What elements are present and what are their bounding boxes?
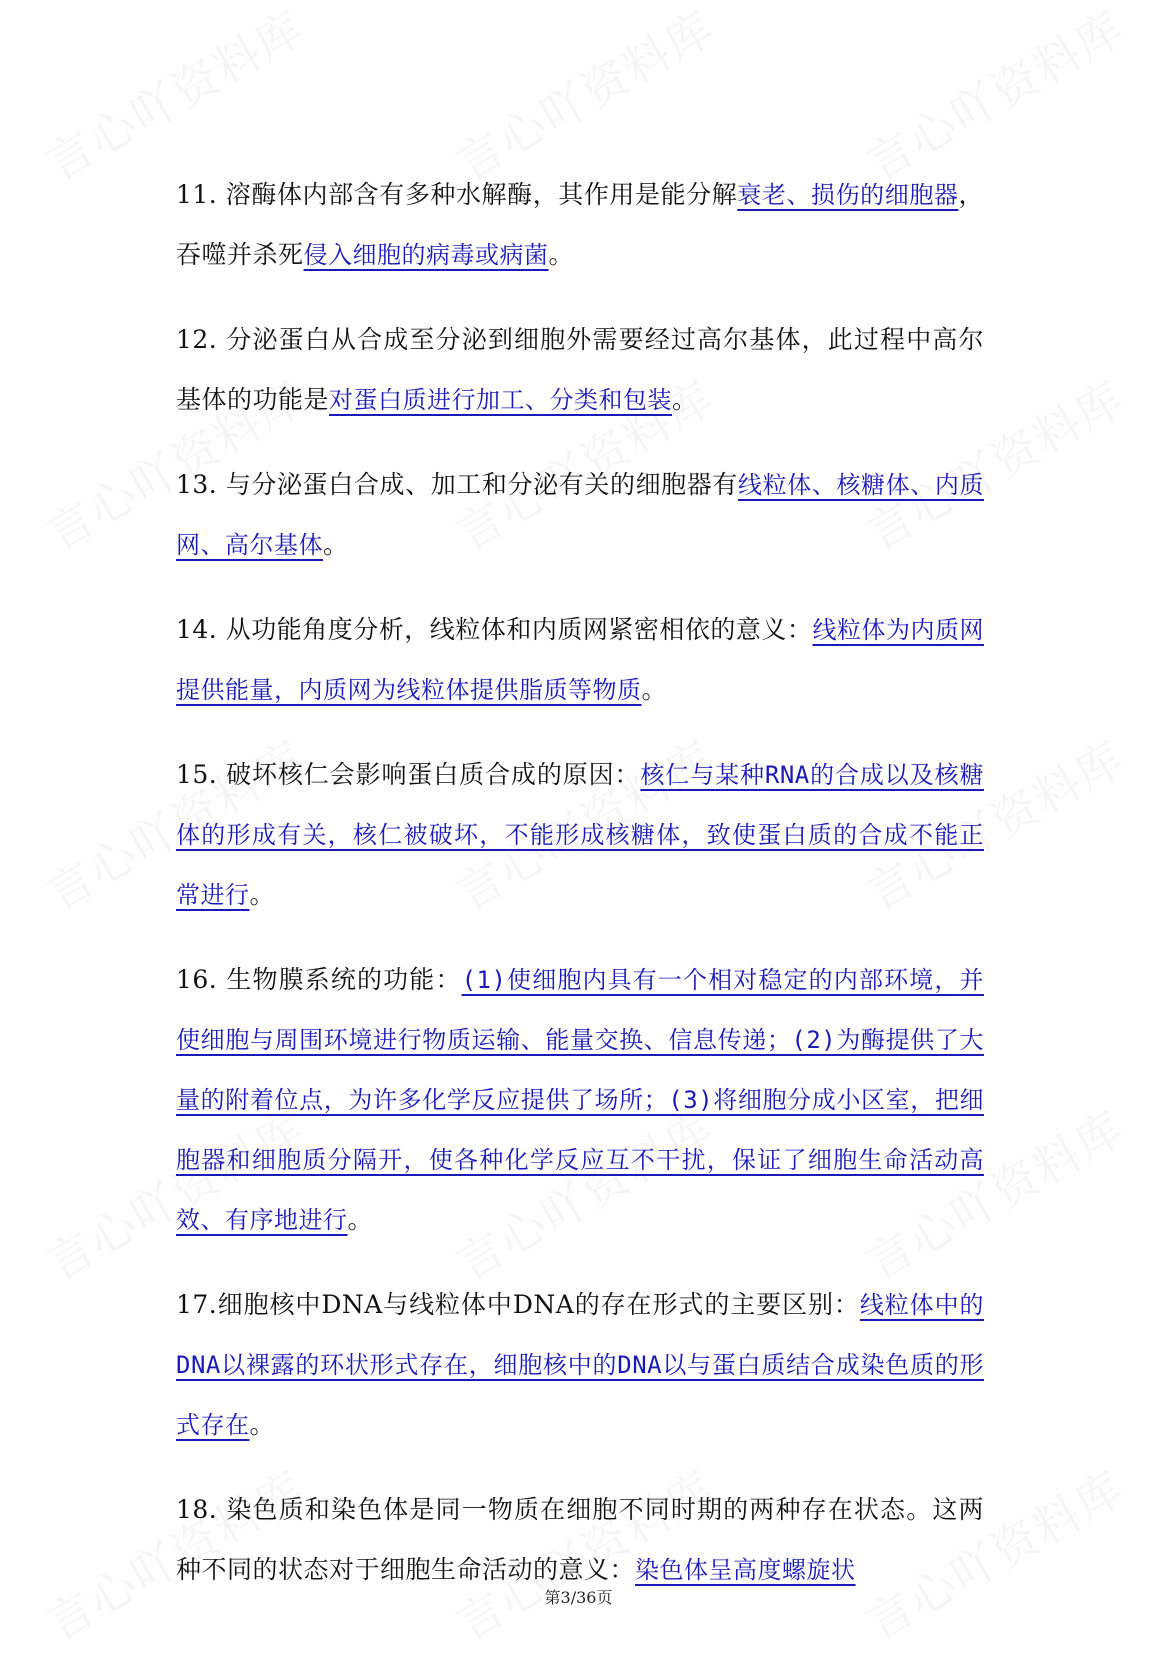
answer: 对蛋白质进行加工、分类和包装 — [329, 386, 673, 414]
item-15: 15. 破坏核仁会影响蛋白质合成的原因：核仁与某种RNA的合成以及核糖体的形成有关，核仁被破坏，不能形成核糖体，致使蛋白质的合成不能正常进行。 — [176, 760, 984, 909]
answer: 线粒体中的DNA以裸露的环状形式存在，细胞核中的DNA以与蛋白质结合成染色质的形式存在 — [176, 1291, 984, 1439]
answer: 侵入细胞的病毒或病菌 — [303, 241, 549, 269]
answer: 衰老、损伤的细胞器 — [737, 181, 959, 209]
item-13: 13. 与分泌蛋白合成、加工和分泌有关的细胞器有线粒体、核糖体、内质网、高尔基体。 — [176, 470, 984, 559]
item-16: 16. 生物膜系统的功能：(1)使细胞内具有一个相对稳定的内部环境，并使细胞与周围环境进行物质运输、能量交换、信息传递；(2)为酶提供了大量的附着位点，为许多化学反应提供了场所；(3)将细胞分成小区室，把细胞器和细胞质分隔开，使各种化学反应互不干扰，保证了细胞生命活动高效、有序地进行。 — [176, 965, 984, 1234]
answer: 核仁与某种RNA的合成以及核糖体的形成有关，核仁被破坏，不能形成核糖体，致使蛋白质的合成不能正常进行 — [176, 761, 984, 909]
answer: 染色体呈高度螺旋状 — [635, 1556, 856, 1584]
item-14: 14. 从功能角度分析，线粒体和内质网紧密相依的意义：线粒体为内质网提供能量，内质网为线粒体提供脂质等物质。 — [176, 615, 985, 704]
item-12: 12. 分泌蛋白从合成至分泌到细胞外需要经过高尔基体，此过程中高尔基体的功能是对蛋白质进行加工、分类和包装。 — [176, 325, 984, 414]
answer: (1)使细胞内具有一个相对稳定的内部环境，并使细胞与周围环境进行物质运输、能量交换、信息传递；(2)为酶提供了大量的附着位点，为许多化学反应提供了场所；(3)将细胞分成小区室，把细胞器和细胞质分隔开，使各种化学反应互不干扰，保证了细胞生命活动高效、有序地进行 — [176, 966, 984, 1234]
item-11: 11. 溶酶体内部含有多种水解酶，其作用是能分解衰老、损伤的细胞器，吞噬并杀死侵入细胞的病毒或病菌。 — [176, 180, 985, 269]
item-18: 18. 染色质和染色体是同一物质在细胞不同时期的两种存在状态。这两种不同的状态对于细胞生命活动的意义：染色体呈高度螺旋状 — [176, 1495, 984, 1584]
item-17: 17.细胞核中DNA与线粒体中DNA的存在形式的主要区别：线粒体中的DNA以裸露的环状形式存在，细胞核中的DNA以与蛋白质结合成染色质的形式存在。 — [176, 1290, 984, 1439]
answer: 线粒体、核糖体、内质网、高尔基体 — [176, 471, 984, 559]
answer: 线粒体为内质网提供能量，内质网为线粒体提供脂质等物质 — [176, 616, 985, 704]
page-number: 第3/36页 — [544, 1588, 613, 1607]
document-body — [176, 140, 984, 1610]
